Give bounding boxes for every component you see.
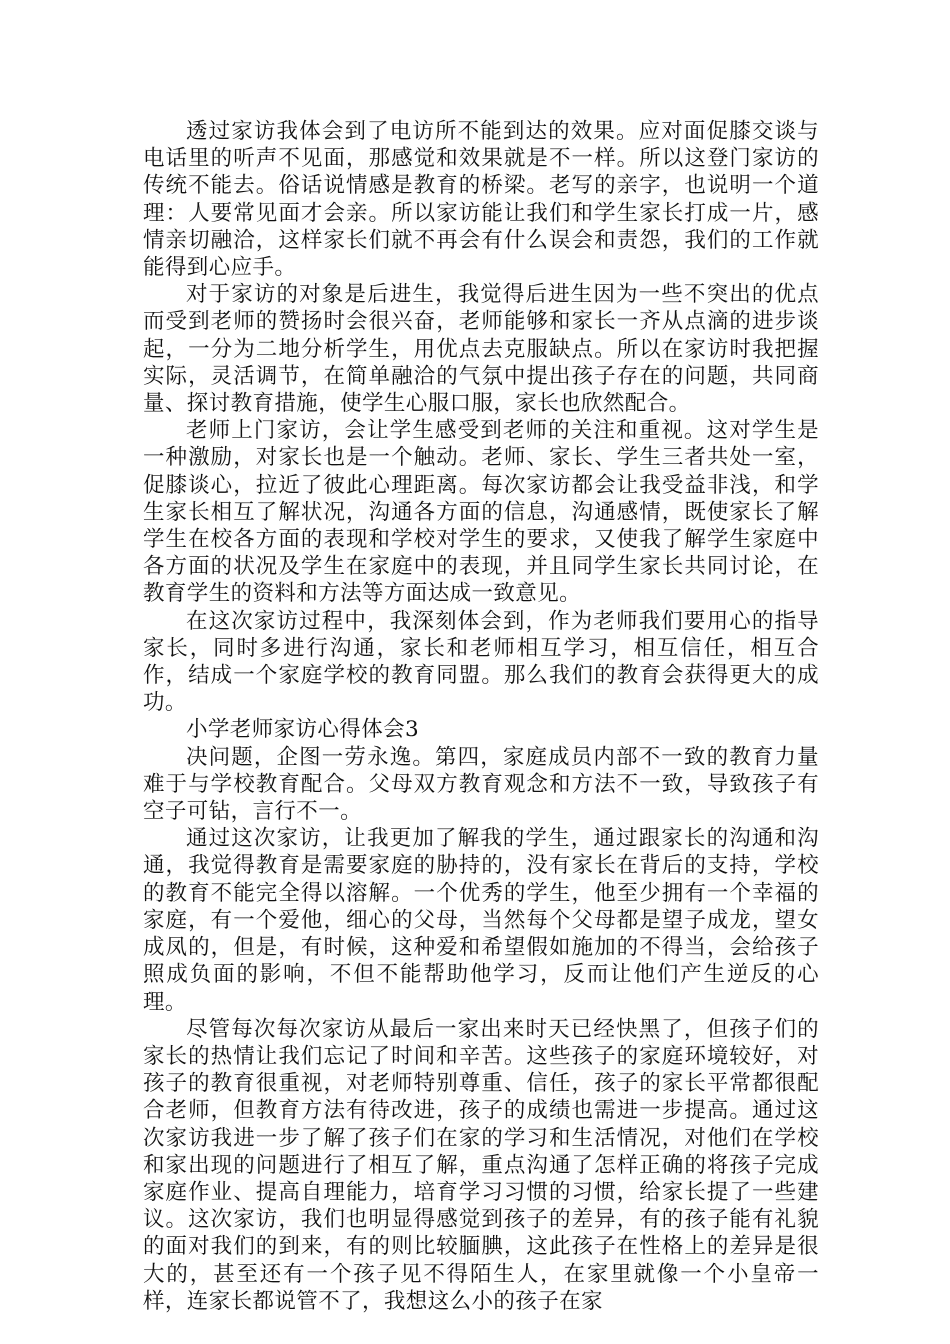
document-body	[143, 118, 819, 1315]
paragraph-6: 通过这次家访，让我更加了解我的学生，通过跟家长的沟通和沟通，我觉得教育是需要家庭的胁持的，没有家长在背后的支持，学校的教育不能完全得以溶解。一个优秀的学生，他至少拥有一个幸福的家庭，有一个爱他，细心的父母，当然每个父母都是望子成龙，望女成凤的，但是，有时候，这种爱和希望假如施加的不得当，会给孩子照成负面的影响，不但不能帮助他学习，反而让他们产生逆反的心理。	[143, 826, 819, 1015]
paragraph-5: 决问题，企图一劳永逸。第四，家庭成员内部不一致的教育力量难于与学校教育配合。父母双方教育观念和方法不一致，导致孩子有空子可钻，言行不一。	[143, 744, 819, 825]
paragraph-4: 在这次家访过程中，我深刻体会到，作为老师我们要用心的指导家长，同时多进行沟通，家长和老师相互学习，相互信任，相互合作，结成一个家庭学校的教育同盟。那么我们的教育会获得更大的成功。	[143, 608, 819, 716]
section-heading: 小学老师家访心得体会3	[186, 717, 420, 743]
paragraph-3: 老师上门家访，会让学生感受到老师的关注和重视。这对学生是一种激励，对家长也是一个触动。老师、家长、学生三者共处一室，促膝谈心，拉近了彼此心理距离。每次家访都会让我受益非浅，和学生家长相互了解状况，沟通各方面的信息，沟通感情，既使家长了解学生在校各方面的表现和学校对学生的要求，又使我了解学生家庭中各方面的状况及学生在家庭中的表现，并且同学生家长共同讨论，在教育学生的资料和方法等方面达成一致意见。	[143, 418, 819, 607]
paragraph-1: 透过家访我体会到了电访所不能到达的效果。应对面促膝交谈与电话里的听声不见面，那感觉和效果就是不一样。所以这登门家访的传统不能去。俗话说情感是教育的桥梁。老写的亲字，也说明一个道理：人要常见面才会亲。所以家访能让我们和学生家长打成一片，感情亲切融洽，这样家长们就不再会有什么误会和责怨，我们的工作就能得到心应手。	[143, 119, 819, 281]
paragraph-2: 对于家访的对象是后进生，我觉得后进生因为一些不突出的优点而受到老师的赞扬时会很兴奋，老师能够和家长一齐从点滴的进步谈起，一分为二地分析学生，用优点去克服缺点。所以在家访时我把握实际，灵活调节，在简单融洽的气氛中提出孩子存在的问题，共同商量、探讨教育措施，使学生心服口服，家长也欣然配合。	[143, 282, 819, 417]
paragraph-7: 尽管每次每次家访从最后一家出来时天已经快黑了，但孩子们的家长的热情让我们忘记了时间和辛苦。这些孩子的家庭环境较好，对孩子的教育很重视，对老师特别尊重、信任，孩子的家长平常都很配合老师，但教育方法有待改进，孩子的成绩也需进一步提高。通过这次家访我进一步了解了孩子们在家的学习和生活情况，对他们在学校和家出现的问题进行了相互了解，重点沟通了怎样正确的将孩子完成家庭作业、提高自理能力，培育学习习惯的习惯，给家长提了一些建议。这次家访，我们也明显得感觉到孩子的差异，有的孩子能有礼貌的面对我们的到来，有的则比较腼腆，这此孩子在性格上的差异是很大的，甚至还有一个孩子见不得陌生人，在家里就像一个小皇帝一样，连家长都说管不了，我想这么小的孩子在家	[143, 1016, 819, 1314]
